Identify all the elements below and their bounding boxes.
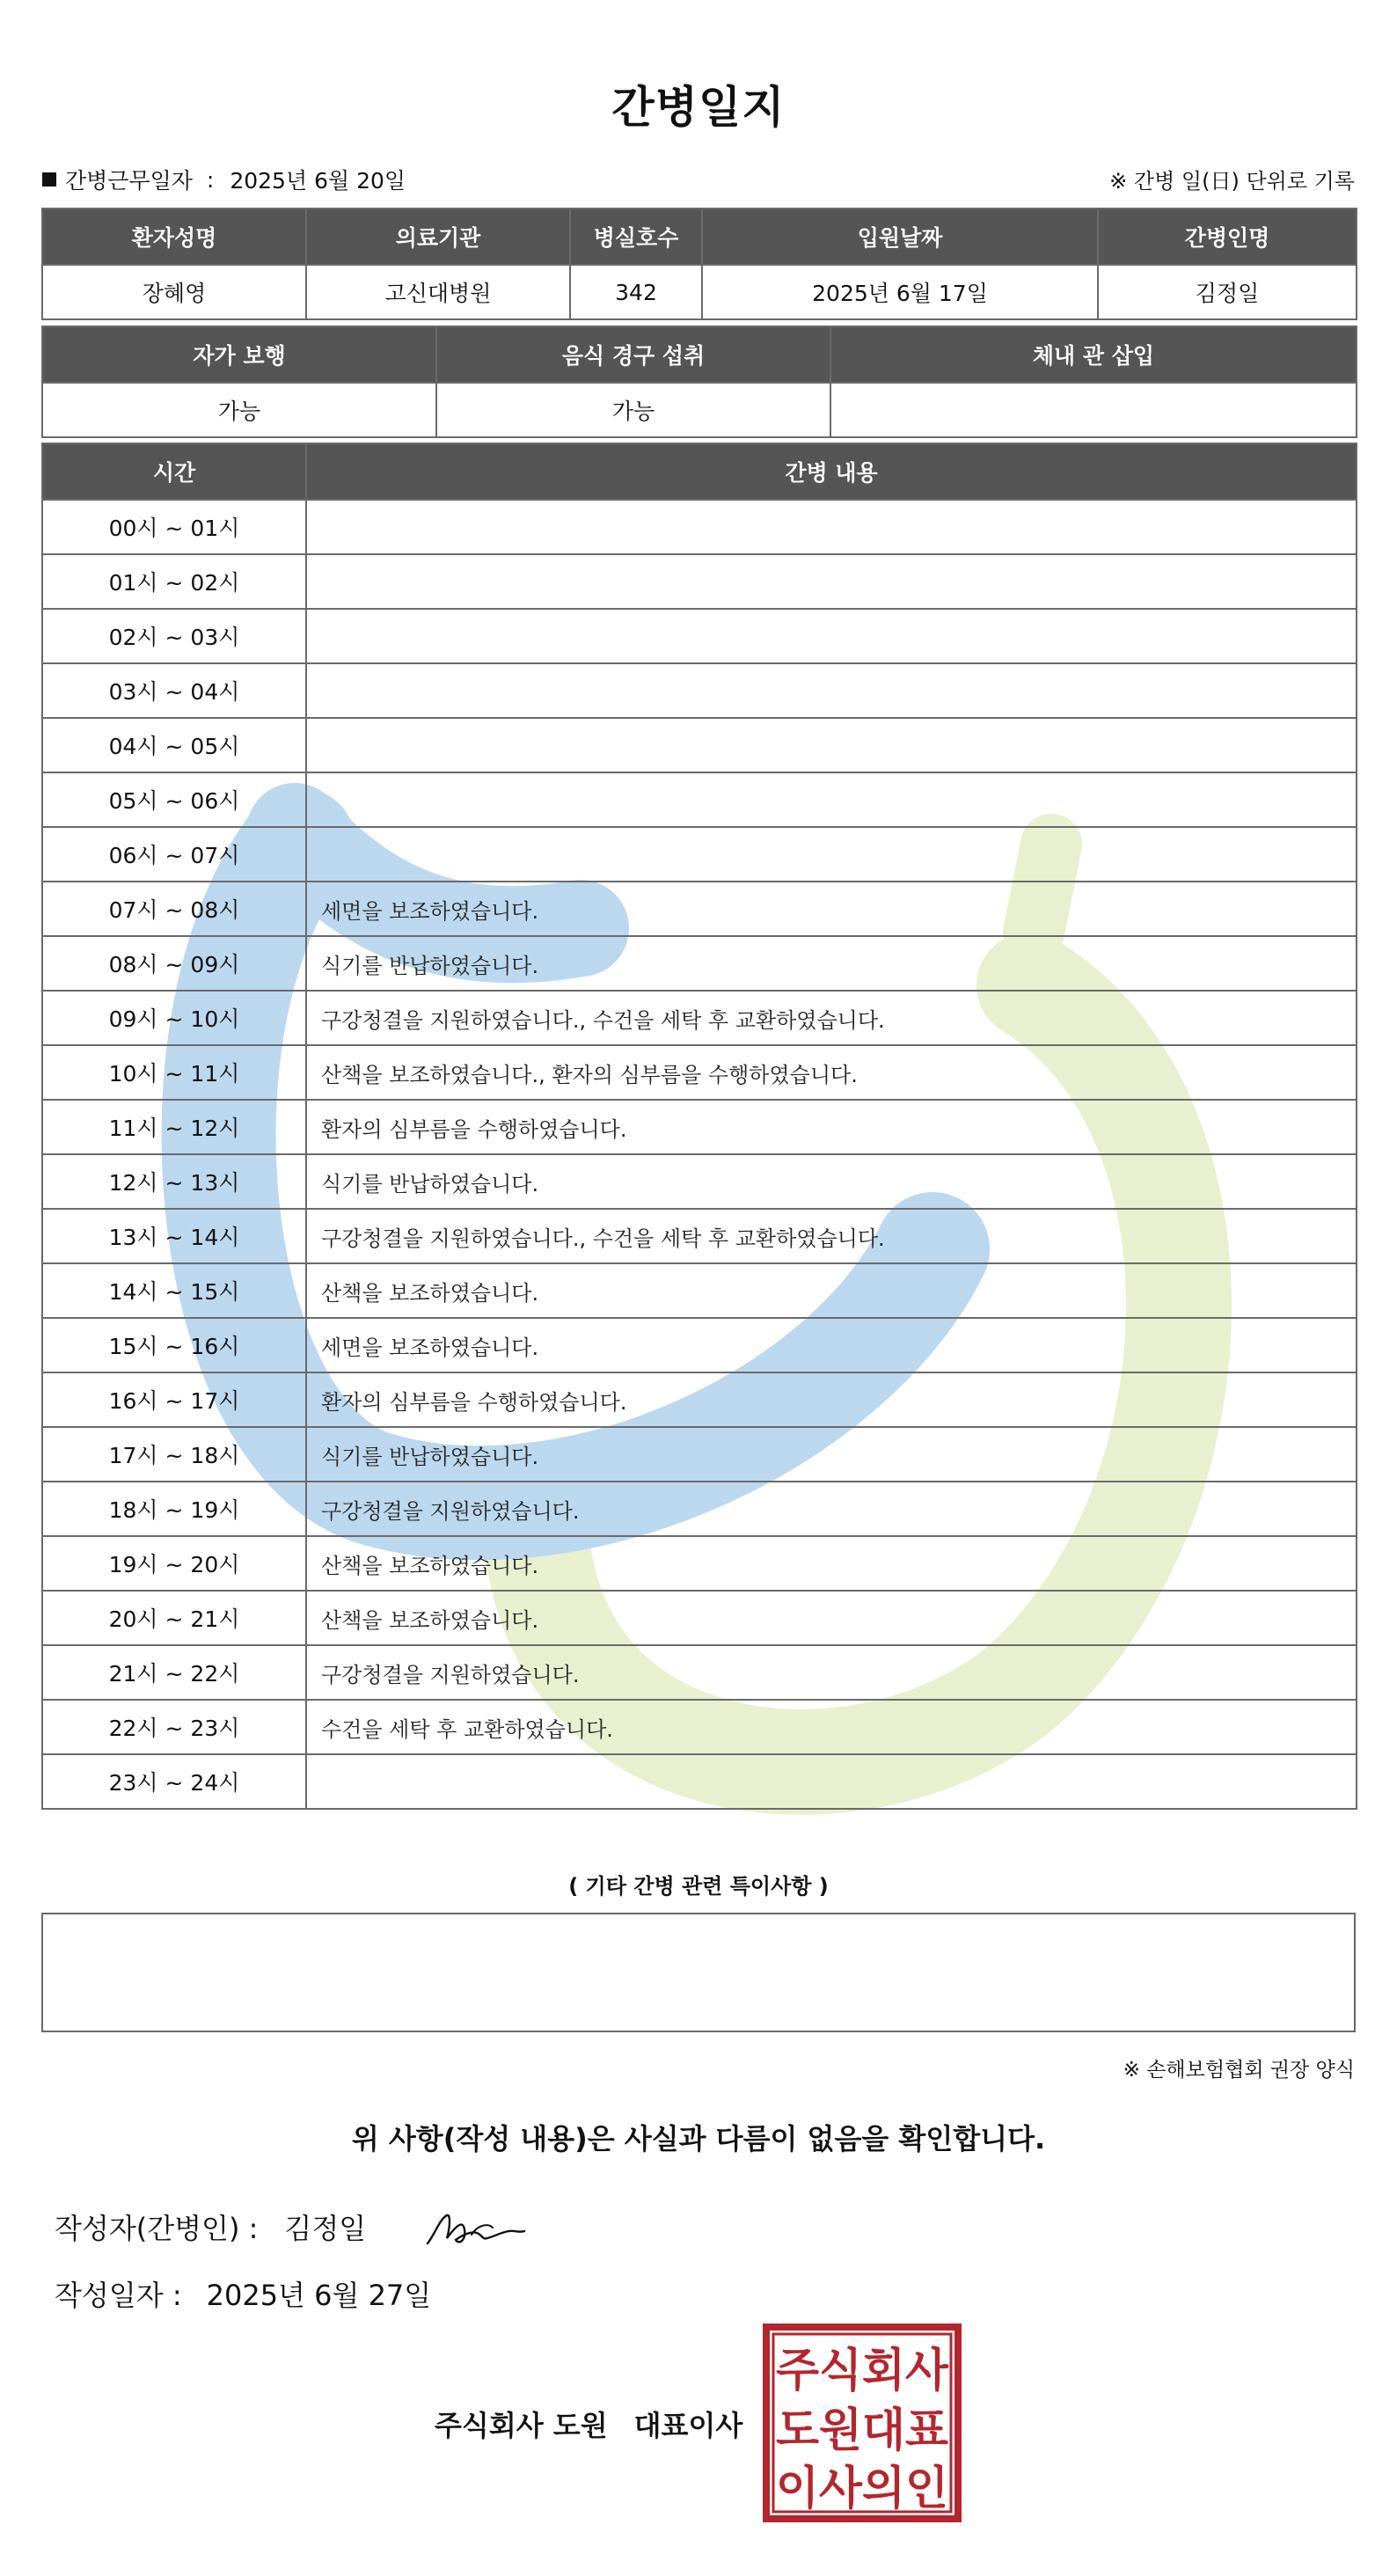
care-log-time: 03시 ~ 04시: [42, 663, 306, 718]
care-log-content: [306, 1754, 1357, 1809]
care-log-time: 20시 ~ 21시: [42, 1591, 306, 1645]
document-title: 간병일지: [611, 82, 786, 133]
work-date-label: 간병근무일자: [65, 168, 193, 194]
hospital-name: 고신대병원: [306, 265, 570, 319]
care-log-row: [42, 1372, 1357, 1427]
work-date-value: 2025년 6월 20일: [230, 168, 406, 194]
caregiver-name: 김정일: [1098, 265, 1357, 319]
care-log-content: 산책을 보조하였습니다.: [306, 1536, 1357, 1591]
header-patient-name: 환자성명: [42, 209, 306, 265]
care-log-content: 환자의 심부름을 수행하였습니다.: [306, 1100, 1357, 1154]
care-log-time: 19시 ~ 20시: [42, 1536, 306, 1591]
header-hospital: 의료기관: [306, 209, 570, 265]
care-log-time: 11시 ~ 12시: [42, 1100, 306, 1154]
company-signature-row: [435, 2404, 742, 2444]
company-seal-stamp: [762, 2323, 962, 2523]
care-log-content: 환자의 심부름을 수행하였습니다.: [306, 1372, 1357, 1427]
care-log-row: [42, 1754, 1357, 1809]
care-log-time: 22시 ~ 23시: [42, 1700, 306, 1754]
care-log-time: 23시 ~ 24시: [42, 1754, 306, 1809]
header-care-content: 간병 내용: [306, 443, 1357, 500]
patient-info-table: [41, 208, 1357, 320]
care-log-content: 식기를 반납하였습니다.: [306, 1154, 1357, 1209]
care-log-content: 산책을 보조하였습니다.: [306, 1591, 1357, 1645]
care-log-content: [306, 718, 1357, 772]
care-log-row: [42, 1591, 1357, 1645]
care-log-time: 10시 ~ 11시: [42, 1045, 306, 1100]
care-log-time: 21시 ~ 22시: [42, 1645, 306, 1700]
written-date-row: [55, 2273, 431, 2314]
company-name: 주식회사 도원: [435, 2409, 608, 2442]
care-log-content: [306, 609, 1357, 663]
care-log-time: 02시 ~ 03시: [42, 609, 306, 663]
care-log-row: [42, 554, 1357, 609]
care-log-body: [42, 500, 1357, 1809]
self-walking-value: 가능: [42, 383, 436, 437]
record-unit-note: ※ 간병 일(日) 단위로 기록: [1109, 169, 1355, 194]
header-tube-insertion: 체내 관 삽입: [830, 326, 1357, 383]
care-log-time: 12시 ~ 13시: [42, 1154, 306, 1209]
care-log-row: [42, 609, 1357, 663]
care-log-content: 산책을 보조하였습니다., 환자의 심부름을 수행하였습니다.: [306, 1045, 1357, 1100]
care-log-content: 구강청결을 지원하였습니다.: [306, 1482, 1357, 1536]
care-log-table: [41, 443, 1357, 1810]
care-log-row: [42, 500, 1357, 554]
care-log-row: [42, 1209, 1357, 1263]
care-log-time: 17시 ~ 18시: [42, 1427, 306, 1482]
care-log-time: 07시 ~ 08시: [42, 882, 306, 936]
care-log-time: 00시 ~ 01시: [42, 500, 306, 554]
care-log-time: 16시 ~ 17시: [42, 1372, 306, 1427]
care-log-row: [42, 827, 1357, 882]
care-log-content: [306, 772, 1357, 827]
special-notes-label: ( 기타 간병 관련 특이사항 ): [568, 1874, 829, 1899]
care-log-content: 구강청결을 지원하였습니다.: [306, 1645, 1357, 1700]
care-log-time: 18시 ~ 19시: [42, 1482, 306, 1536]
written-date-label: 작성일자 :: [55, 2279, 182, 2312]
care-log-row: [42, 1045, 1357, 1100]
header-time: 시간: [42, 443, 306, 500]
care-log-row: [42, 1645, 1357, 1700]
care-log-row: [42, 1100, 1357, 1154]
care-log-row: [42, 1700, 1357, 1754]
care-log-time: 14시 ~ 15시: [42, 1263, 306, 1318]
work-date-row: [42, 164, 406, 195]
header-self-walking: 자가 보행: [42, 326, 436, 383]
svg-text:주식회사: 주식회사: [776, 2345, 949, 2397]
care-log-time: 09시 ~ 10시: [42, 991, 306, 1045]
header-caregiver-name: 간병인명: [1098, 209, 1357, 265]
confirmation-statement: 위 사항(작성 내용)은 사실과 다름이 없음을 확인합니다.: [351, 2122, 1046, 2155]
written-date-value: 2025년 6월 27일: [206, 2279, 432, 2312]
care-log-content: [306, 500, 1357, 554]
admission-date: 2025년 6월 17일: [702, 265, 1098, 319]
care-log-row: [42, 1536, 1357, 1591]
care-log-row: [42, 663, 1357, 718]
care-log-content: 구강청결을 지원하였습니다., 수건을 세탁 후 교환하였습니다.: [306, 1209, 1357, 1263]
care-log-row: [42, 1318, 1357, 1372]
special-notes-box: [41, 1913, 1356, 2032]
patient-status-table: [41, 326, 1357, 438]
care-log-content: 세면을 보조하였습니다.: [306, 1318, 1357, 1372]
care-log-row: [42, 772, 1357, 827]
care-log-time: 08시 ~ 09시: [42, 936, 306, 991]
care-log-time: 06시 ~ 07시: [42, 827, 306, 882]
care-log-time: 01시 ~ 02시: [42, 554, 306, 609]
care-log-content: 구강청결을 지원하였습니다., 수건을 세탁 후 교환하였습니다.: [306, 991, 1357, 1045]
care-log-content: 식기를 반납하였습니다.: [306, 936, 1357, 991]
care-log-content: 산책을 보조하였습니다.: [306, 1263, 1357, 1318]
care-log-content: 식기를 반납하였습니다.: [306, 1427, 1357, 1482]
header-admission-date: 입원날짜: [702, 209, 1098, 265]
writer-label: 작성자(간병인) :: [55, 2212, 259, 2245]
care-log-time: 15시 ~ 16시: [42, 1318, 306, 1372]
header-oral-intake: 음식 경구 섭취: [436, 326, 830, 383]
care-log-time: 05시 ~ 06시: [42, 772, 306, 827]
care-log-row: [42, 1263, 1357, 1318]
care-log-time: 13시 ~ 14시: [42, 1209, 306, 1263]
writer-row: [55, 2206, 366, 2247]
care-log-content: 수건을 세탁 후 교환하였습니다.: [306, 1700, 1357, 1754]
svg-text:도원대표: 도원대표: [776, 2404, 948, 2457]
care-log-time: 04시 ~ 05시: [42, 718, 306, 772]
care-log-content: 세면을 보조하였습니다.: [306, 882, 1357, 936]
care-log-row: [42, 1482, 1357, 1536]
work-date-separator: :: [206, 166, 215, 193]
care-log-row: [42, 718, 1357, 772]
care-log-row: [42, 882, 1357, 936]
oral-intake-value: 가능: [436, 383, 830, 437]
writer-name: 김정일: [284, 2212, 367, 2245]
care-log-row: [42, 991, 1357, 1045]
care-log-row: [42, 1154, 1357, 1209]
handwritten-signature: [421, 2199, 552, 2261]
tube-insertion-value: [830, 383, 1357, 437]
care-log-row: [42, 936, 1357, 991]
square-bullet-icon: [42, 172, 56, 187]
association-note: ※ 손해보험협회 권장 양식: [1123, 2059, 1355, 2082]
representative-title: 대표이사: [633, 2409, 743, 2442]
care-log-row: [42, 1427, 1357, 1482]
care-log-content: [306, 663, 1357, 718]
care-log-content: [306, 554, 1357, 609]
svg-text:이사의인: 이사의인: [776, 2463, 948, 2515]
header-room-number: 병실호수: [570, 209, 702, 265]
patient-name: 장혜영: [42, 265, 306, 319]
room-number: 342: [570, 265, 702, 319]
care-log-content: [306, 827, 1357, 882]
